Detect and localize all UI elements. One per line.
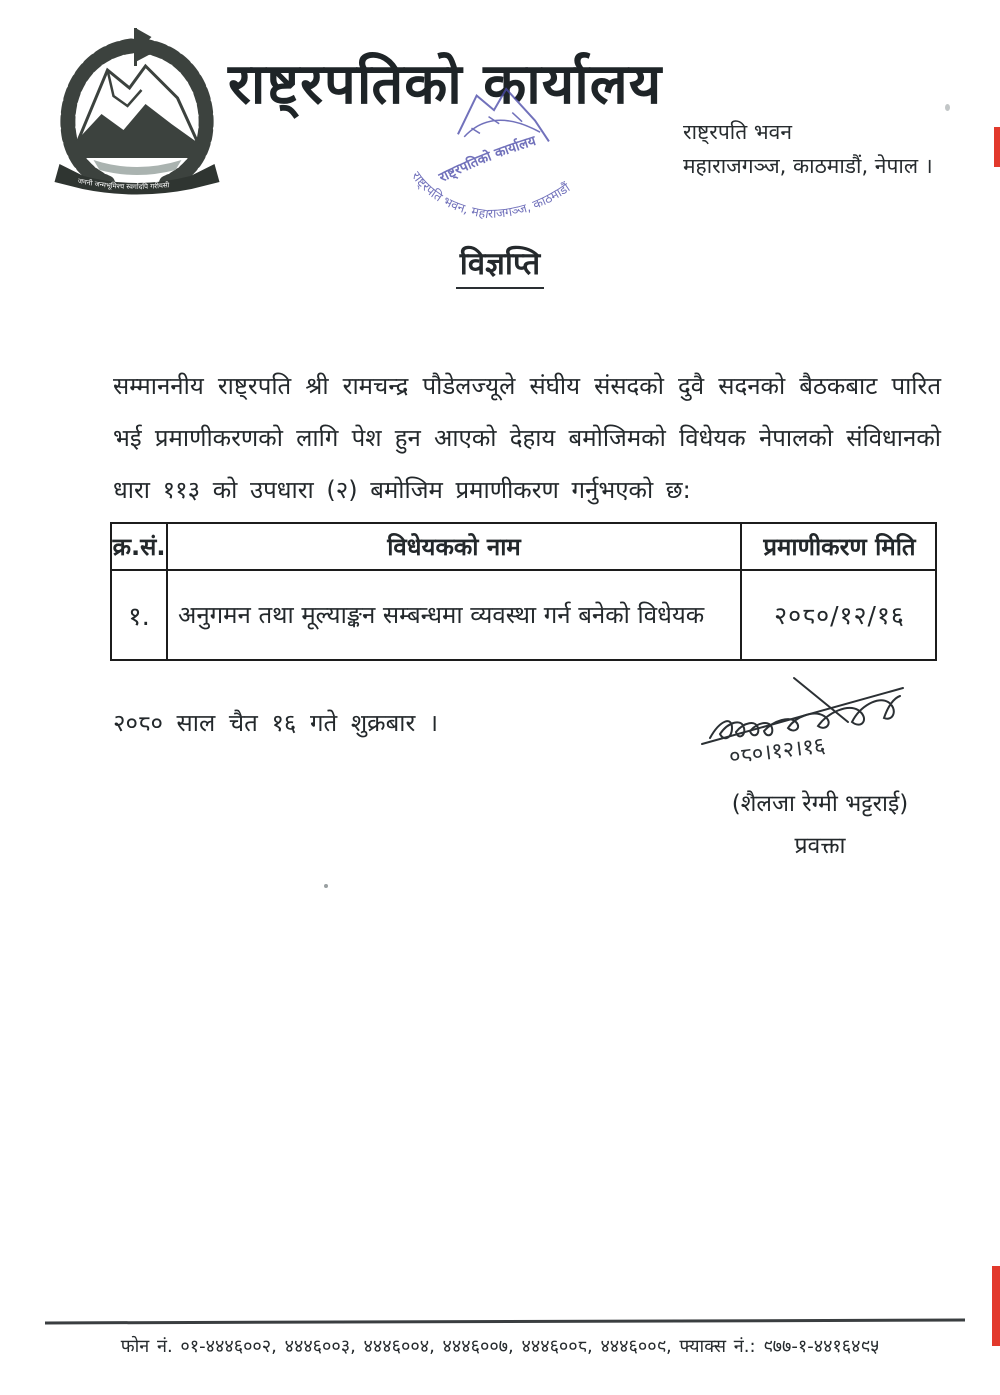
stamp-text-line1: राष्ट्रपतिको कार्यालय: [436, 132, 538, 186]
stamp-hatching: [470, 112, 522, 134]
scan-speck: [945, 104, 950, 111]
letter-date-line: २०८० साल चैत १६ गते शुक्रबार ।: [113, 709, 439, 737]
svg-text:राष्ट्रपतिको कार्यालय: [433, 132, 542, 186]
address-line-2: महाराजगञ्ज, काठमाडौं, नेपाल ।: [683, 154, 933, 178]
notice-heading: विज्ञप्ति: [456, 242, 544, 289]
notice-heading-wrap: [0, 242, 1000, 289]
stamp-text-line2: राष्ट्रपति भवन, महाराजगञ्ज, काठमाडौं: [408, 168, 573, 222]
certification-table: [110, 522, 937, 661]
header-serial-number: क्र.सं.: [112, 524, 168, 569]
signature-handwritten-date: ०८०।१२।१६: [727, 733, 827, 770]
header-bill-name: विधेयकको नाम: [168, 524, 742, 569]
cell-certification-date: २०८०/१२/१६: [774, 601, 905, 630]
signature-stroke: [710, 696, 900, 738]
cell-bill-name: अनुगमन तथा मूल्याङ्कन सम्बन्धमा व्यवस्था गर्न बनेको विधेयक: [168, 571, 742, 659]
handwritten-signature: [698, 676, 913, 771]
footer-divider-line: [45, 1319, 965, 1325]
motto-text: जननी जन्मभूमिश्च स्वर्गादपि गरीयसी: [77, 176, 170, 192]
signatory-name: (शैलजा रेग्मी भट्टराई): [731, 791, 909, 817]
water: [94, 160, 182, 175]
office-stamp-seal: [393, 68, 601, 244]
address-line-1: राष्ट्रपति भवन: [683, 120, 792, 144]
signatory-designation: प्रवक्ता: [794, 833, 846, 859]
notice-body-paragraph: सम्माननीय राष्ट्रपति श्री रामचन्द्र पौडेलज्यूले संघीय संसदको दुवै सदनको बैठकबाट पारित भई प्रमाणीकरणको लागि पेश हुन आएको देहाय बमोजिमको विधेयक नेपालको संविधानको धारा ११३ को उपधारा (२) बमोजिम प्रमाणीकरण गर्नुभएको छ:: [113, 372, 941, 504]
cell-serial-number: १.: [112, 571, 168, 659]
header-certification-date: प्रमाणीकरण मिति: [763, 533, 916, 561]
office-title: राष्ट्रपतिको कार्यालय: [228, 52, 663, 117]
scan-speck: [324, 884, 328, 888]
table-header-row: [112, 524, 935, 571]
scan-edge-mark-bottom: [992, 1266, 1000, 1346]
office-address: [683, 115, 933, 183]
scan-edge-mark-top: [994, 127, 1000, 167]
svg-text:राष्ट्रपति भवन, महाराजगञ्ज, का: [408, 155, 575, 228]
table-row: [112, 571, 935, 659]
footer-contact-line: फोन नं. ०१-४४४६००२, ४४४६००३, ४४४६००४, ४४४६००७, ४४४६००८, ४४४६००९, फ्याक्स नं.: ९७७-१-४४१६४९५: [120, 1336, 880, 1357]
nepal-emblem-logo: [48, 26, 226, 206]
